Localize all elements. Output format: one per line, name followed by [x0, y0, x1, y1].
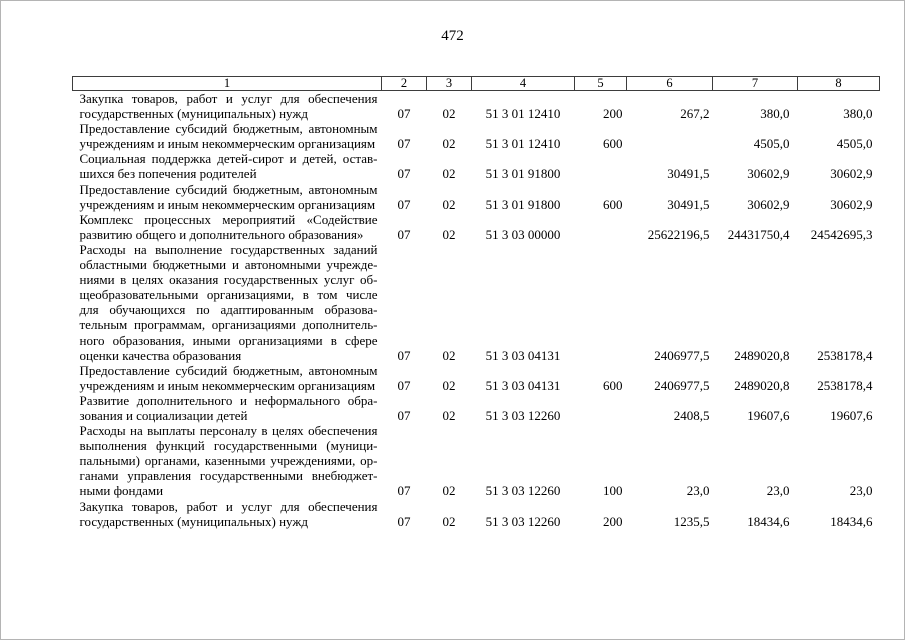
cell-subsection-code: 02	[442, 166, 456, 182]
cell-target-article-code: 51 3 01 12410	[485, 136, 561, 152]
cell-section-code: 07	[397, 226, 411, 242]
cell-amount-col6: 2406977,5	[654, 347, 710, 363]
cell-amount-col8: 23,0	[849, 483, 873, 499]
cell-amount-col8: 4505,0	[836, 136, 873, 152]
cell-amount-col6: 23,0	[686, 483, 710, 499]
table-row	[73, 423, 880, 498]
cell-subsection-code: 02	[442, 407, 456, 423]
cell-expense-type-code: 200	[603, 106, 623, 122]
cell-amount-col7: 24431750,4	[727, 226, 790, 242]
column-header-6: 6	[627, 77, 713, 91]
cell-target-article-code: 51 3 03 12260	[485, 407, 561, 423]
cell-name: Расходы на выполнение государственных заданий областными бюджетными и автономными учреждениями в целях оказания государственных услуг общеобразовательными организациями, в том числе для обучающихся по адаптированным образовательным программам, организациями дополнительного образования, иными организациями в сфере оценки качества образования	[79, 241, 378, 363]
cell-amount-col6: 267,2	[680, 106, 710, 122]
cell-section-code: 07	[397, 483, 411, 499]
cell-name: Закупка товаров, работ и услуг для обеспечения государственных (муниципальных) нужд	[79, 91, 378, 122]
table-body	[73, 91, 880, 529]
cell-amount-col7: 4505,0	[753, 136, 790, 152]
cell-amount-col7: 19607,6	[747, 407, 790, 423]
cell-subsection-code: 02	[442, 513, 456, 529]
cell-target-article-code: 51 3 03 12260	[485, 513, 561, 529]
cell-amount-col7: 23,0	[766, 483, 790, 499]
cell-subsection-code: 02	[442, 347, 456, 363]
table-row	[73, 212, 880, 242]
table-row	[73, 393, 880, 423]
cell-amount-col6: 25622196,5	[647, 226, 710, 242]
cell-amount-col8: 19607,6	[830, 407, 873, 423]
cell-name: Предоставление субсидий бюджетным, автономным учреждениям и иным некоммерческим организациям	[79, 121, 378, 152]
table-row	[73, 363, 880, 393]
cell-target-article-code: 51 3 01 12410	[485, 106, 561, 122]
table-row	[73, 151, 880, 181]
cell-subsection-code: 02	[442, 136, 456, 152]
cell-expense-type-code: 100	[603, 483, 623, 499]
cell-subsection-code: 02	[442, 483, 456, 499]
cell-name: Предоставление субсидий бюджетным, автономным учреждениям и иным некоммерческим организациям	[79, 362, 378, 393]
cell-section-code: 07	[397, 136, 411, 152]
cell-expense-type-code	[575, 212, 627, 242]
cell-target-article-code: 51 3 03 00000	[485, 226, 561, 242]
column-header-8: 8	[798, 77, 880, 91]
cell-name: Предоставление субсидий бюджетным, автономным учреждениям и иным некоммерческим организациям	[79, 181, 378, 212]
cell-section-code: 07	[397, 196, 411, 212]
budget-table	[72, 76, 880, 529]
cell-section-code: 07	[397, 377, 411, 393]
column-header-1: 1	[73, 77, 382, 91]
cell-amount-col8: 18434,6	[830, 513, 873, 529]
cell-amount-col6: 1235,5	[673, 513, 710, 529]
cell-section-code: 07	[397, 347, 411, 363]
table-row	[73, 182, 880, 212]
cell-subsection-code: 02	[442, 196, 456, 212]
cell-amount-col8: 30602,9	[830, 196, 873, 212]
cell-target-article-code: 51 3 01 91800	[485, 166, 561, 182]
cell-target-article-code: 51 3 03 04131	[485, 347, 561, 363]
cell-amount-col7: 380,0	[760, 106, 790, 122]
cell-name: Развитие дополнительного и неформального образования и социализации детей	[79, 392, 378, 423]
cell-subsection-code: 02	[442, 377, 456, 393]
table-header	[73, 77, 880, 91]
cell-amount-col8: 2538178,4	[817, 347, 873, 363]
cell-amount-col6	[627, 121, 713, 151]
cell-amount-col6: 2408,5	[673, 407, 710, 423]
cell-amount-col6: 2406977,5	[654, 377, 710, 393]
cell-name: Комплекс процессных мероприятий «Содействие развитию общего и дополнительного образования»	[79, 211, 378, 242]
cell-name: Расходы на выплаты персоналу в целях обеспечения выполнения функций государственными (муниципальными) органами, казенными учреждениями, органами управления государственными внебюджетными фондами	[79, 423, 378, 499]
cell-amount-col8: 24542695,3	[810, 226, 873, 242]
table-row	[73, 499, 880, 529]
cell-expense-type-code: 200	[603, 513, 623, 529]
cell-name: Социальная поддержка детей-сирот и детей, оставшихся без попечения родителей	[79, 151, 378, 182]
column-header-3: 3	[427, 77, 472, 91]
cell-subsection-code: 02	[442, 226, 456, 242]
cell-amount-col6: 30491,5	[667, 166, 710, 182]
cell-target-article-code: 51 3 03 12260	[485, 483, 561, 499]
cell-amount-col7: 30602,9	[747, 166, 790, 182]
cell-section-code: 07	[397, 106, 411, 122]
cell-expense-type-code	[575, 242, 627, 363]
cell-section-code: 07	[397, 513, 411, 529]
cell-amount-col8: 2538178,4	[817, 377, 873, 393]
cell-amount-col8: 30602,9	[830, 166, 873, 182]
cell-expense-type-code	[575, 151, 627, 181]
column-header-2: 2	[382, 77, 427, 91]
cell-target-article-code: 51 3 01 91800	[485, 196, 561, 212]
column-header-5: 5	[575, 77, 627, 91]
cell-amount-col7: 30602,9	[747, 196, 790, 212]
cell-section-code: 07	[397, 407, 411, 423]
cell-expense-type-code: 600	[603, 136, 623, 152]
cell-section-code: 07	[397, 166, 411, 182]
column-header-4: 4	[472, 77, 575, 91]
cell-amount-col6: 30491,5	[667, 196, 710, 212]
cell-subsection-code: 02	[442, 106, 456, 122]
table-row	[73, 91, 880, 122]
table-row	[73, 242, 880, 363]
column-header-7: 7	[713, 77, 798, 91]
cell-amount-col7: 18434,6	[747, 513, 790, 529]
cell-expense-type-code: 600	[603, 196, 623, 212]
table-header-row	[73, 77, 880, 91]
cell-amount-col8: 380,0	[843, 106, 873, 122]
cell-amount-col7: 2489020,8	[734, 377, 790, 393]
cell-target-article-code: 51 3 03 04131	[485, 377, 561, 393]
cell-name: Закупка товаров, работ и услуг для обеспечения государственных (муниципальных) нужд	[79, 498, 378, 529]
page-number: 472	[441, 28, 464, 44]
cell-expense-type-code: 600	[603, 377, 623, 393]
cell-expense-type-code	[575, 393, 627, 423]
cell-amount-col7: 2489020,8	[734, 347, 790, 363]
table-row	[73, 121, 880, 151]
